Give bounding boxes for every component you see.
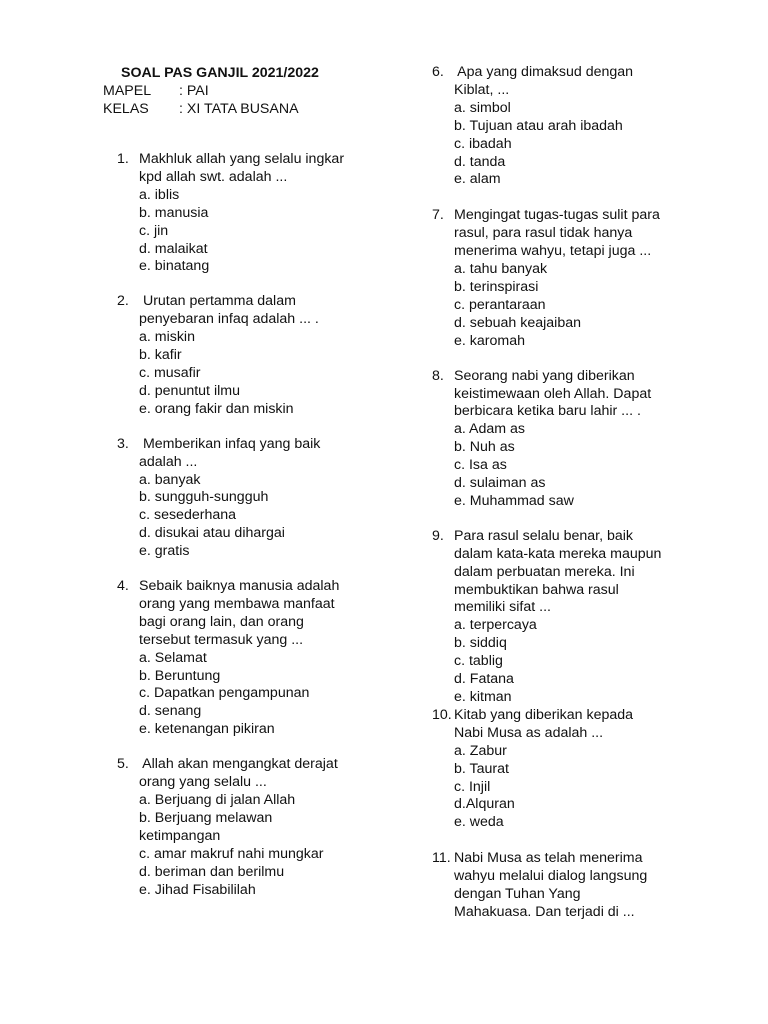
question-text-line: Nabi Musa as adalah ... — [454, 724, 604, 741]
answer-option: e. orang fakir dan miskin — [139, 400, 294, 417]
question-first-line — [432, 64, 762, 82]
question-number: 5. — [117, 756, 129, 773]
question-text-line: Para rasul selalu benar, baik — [454, 527, 634, 544]
answer-option: e. alam — [454, 171, 501, 188]
right-question-column — [432, 64, 762, 922]
question-number: 10. — [432, 706, 452, 723]
question-text-line: dalam perbuatan mereka. Ini — [454, 563, 635, 580]
answer-option: a. iblis — [139, 186, 180, 203]
class-row — [103, 100, 299, 118]
answer-option: b. kafir — [139, 347, 182, 364]
answer-option: e. gratis — [139, 543, 190, 560]
answer-option: b. Beruntung — [139, 667, 221, 684]
question-number: 9. — [432, 527, 444, 544]
class-value: : XI TATA BUSANA — [179, 101, 299, 117]
answer-option: e. karomah — [454, 332, 525, 349]
question-item — [117, 578, 447, 739]
answer-option: c. perantaraan — [454, 296, 546, 313]
answer-option: a. terpercaya — [454, 617, 537, 634]
answer-option: c. Injil — [454, 778, 491, 795]
answer-option: d. tanda — [454, 153, 506, 170]
answer-option: c. ibadah — [454, 135, 512, 152]
question-first-line — [432, 368, 762, 386]
subject-row — [103, 82, 209, 100]
answer-option: e. weda — [454, 814, 504, 831]
question-text-line: penyebaran infaq adalah ... . — [139, 311, 319, 328]
answer-option: b. manusia — [139, 204, 209, 221]
answer-option: e. Jihad Fisabililah — [139, 881, 256, 898]
answer-option: a. tahu banyak — [454, 261, 548, 278]
answer-option: d. penuntut ilmu — [139, 382, 240, 399]
question-text-line: keistimewaan oleh Allah. Dapat — [454, 385, 652, 402]
question-text-line: Kitab yang diberikan kepada — [454, 706, 634, 723]
question-text-line: bagi orang lain, dan orang — [139, 613, 304, 630]
answer-option: d. beriman dan berilmu — [139, 863, 285, 880]
question-item — [432, 850, 762, 922]
question-text-line: dalam kata-kata mereka maupun — [454, 545, 662, 562]
answer-option: d. disukai atau dihargai — [139, 525, 285, 542]
answer-option: b. terinspirasi — [454, 278, 539, 295]
question-number: 11. — [432, 850, 451, 867]
answer-option: d.Alquran — [454, 796, 515, 813]
question-first-line — [432, 528, 762, 546]
answer-option: b. Taurat — [454, 760, 509, 777]
question-item — [432, 707, 762, 832]
question-text-line: Apa yang dimaksud dengan — [454, 64, 634, 80]
left-question-column — [117, 151, 447, 899]
answer-option: a. Berjuang di jalan Allah — [139, 792, 296, 808]
answer-option: a. banyak — [139, 471, 201, 488]
subject-value: : PAI — [179, 83, 209, 99]
question-text-line: orang yang selalu ... — [139, 774, 267, 791]
question-text-line: Nabi Musa as telah menerima — [454, 850, 643, 867]
question-item — [432, 368, 762, 511]
question-item — [432, 64, 762, 189]
question-item — [432, 528, 762, 707]
question-text-line: tersebut termasuk yang ... — [139, 631, 304, 648]
answer-option: c. amar makruf nahi mungkar — [139, 845, 324, 862]
subject-label: MAPEL — [103, 83, 152, 99]
question-text-line: dengan Tuhan Yang — [454, 886, 581, 903]
answer-option: a. Adam as — [454, 421, 525, 438]
question-text-line: Urutan pertamma dalam — [139, 293, 296, 310]
answer-option: c. jin — [139, 222, 169, 239]
question-item — [432, 207, 762, 350]
answer-option: a. Zabur — [454, 742, 507, 759]
question-item — [117, 436, 447, 561]
question-text-line: Mahakuasa. Dan terjadi di ... — [454, 903, 635, 920]
question-text-line: rasul, para rasul tidak hanya — [454, 225, 633, 242]
question-text-line: Seorang nabi yang diberikan — [454, 367, 635, 384]
question-item — [117, 151, 447, 276]
question-first-line — [117, 151, 447, 169]
answer-option: a. Selamat — [139, 649, 207, 666]
answer-option: b. sungguh-sungguh — [139, 489, 269, 506]
question-number: 6. — [432, 64, 444, 80]
question-item — [117, 293, 447, 418]
answer-option: d. sebuah keajaiban — [454, 314, 582, 331]
answer-option: b. siddiq — [454, 635, 507, 652]
answer-option: b. Nuh as — [454, 439, 515, 456]
question-text-line: menerima wahyu, tetapi juga ... — [454, 243, 652, 260]
answer-option: e. binatang — [139, 258, 210, 275]
answer-option: b. Tujuan atau arah ibadah — [454, 117, 623, 134]
question-text-line: adalah ... — [139, 453, 198, 470]
question-text-line: Sebaik baiknya manusia adalah — [139, 578, 340, 595]
answer-option: e. Muhammad saw — [454, 492, 574, 509]
question-text-line: Memberikan infaq yang baik — [139, 435, 321, 452]
answer-option: e. kitman — [454, 689, 512, 705]
answer-option: e. ketenangan pikiran — [139, 721, 275, 738]
answer-option: b. Berjuang melawan — [139, 809, 273, 826]
answer-option: d. sulaiman as — [454, 475, 546, 492]
question-text-line: wahyu melalui dialog langsung — [454, 868, 648, 885]
answer-option: d. senang — [139, 703, 202, 720]
question-number: 4. — [117, 578, 129, 595]
question-first-line — [117, 578, 447, 596]
question-number: 2. — [117, 293, 129, 310]
question-text-line: membuktikan bahwa rasul — [454, 581, 619, 598]
question-text-line: orang yang membawa manfaat — [139, 595, 335, 612]
answer-option: d. Fatana — [454, 671, 514, 688]
class-label: KELAS — [103, 101, 149, 117]
question-first-line — [117, 756, 447, 774]
answer-option: a. miskin — [139, 329, 195, 346]
answer-option: a. simbol — [454, 99, 511, 116]
question-text-line: Allah akan mengangkat derajat — [139, 756, 338, 773]
question-text-line: memiliki sifat ... — [454, 599, 551, 616]
question-number: 7. — [432, 207, 444, 224]
question-text-line: Kiblat, ... — [454, 81, 510, 98]
answer-option: c. Dapatkan pengampunan — [139, 685, 310, 702]
question-first-line — [117, 436, 447, 454]
question-text-line: Makhluk allah yang selalu ingkar — [139, 151, 345, 167]
question-first-line — [432, 850, 762, 868]
answer-option: c. sesederhana — [139, 507, 237, 524]
answer-option: c. musafir — [139, 364, 201, 381]
question-text-line: kpd allah swt. adalah ... — [139, 168, 288, 185]
answer-option: d. malaikat — [139, 240, 208, 257]
answer-option: ketimpangan — [139, 827, 221, 844]
answer-option: c. Isa as — [454, 457, 507, 474]
question-number: 3. — [117, 435, 129, 452]
question-number: 8. — [432, 367, 444, 384]
exam-title: SOAL PAS GANJIL 2021/2022 — [121, 65, 319, 81]
question-number: 1. — [117, 151, 129, 167]
answer-option: c. tablig — [454, 653, 503, 670]
question-text-line: Mengingat tugas-tugas sulit para — [454, 207, 660, 224]
question-first-line — [432, 207, 762, 225]
question-item — [117, 756, 447, 899]
question-first-line — [117, 293, 447, 311]
question-first-line — [432, 707, 762, 725]
question-text-line: berbicara ketika baru lahir ... . — [454, 403, 641, 420]
